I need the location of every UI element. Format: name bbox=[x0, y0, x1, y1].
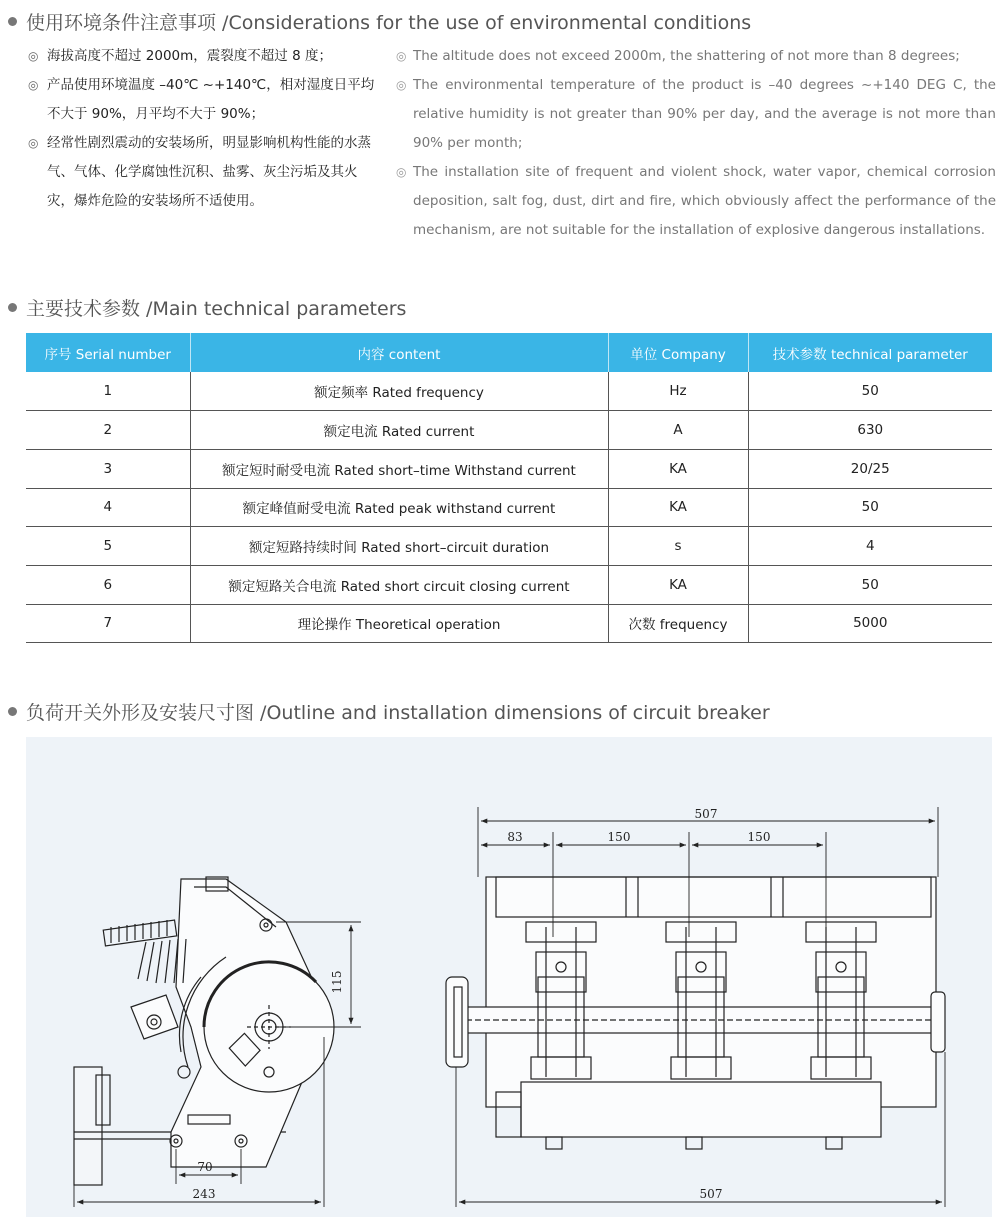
section-title-outline bbox=[8, 698, 770, 725]
double-circle-icon: ◎ bbox=[396, 165, 407, 179]
dim-height-label: 115 bbox=[330, 970, 344, 994]
dim-hole-spacing-label: 70 bbox=[197, 1160, 213, 1174]
en-considerations-list bbox=[396, 42, 996, 245]
column-header: 单位 Company bbox=[608, 333, 748, 372]
column-header: 内容 content bbox=[190, 333, 608, 372]
dim-pitch2-label: 150 bbox=[747, 830, 771, 844]
contact-comb bbox=[103, 920, 186, 983]
table-cell: 50 bbox=[748, 372, 992, 411]
dim-bottom-overall-label: 507 bbox=[699, 1187, 723, 1201]
list-item: ◎ 产品使用环境温度 –40℃ ~+140℃，相对湿度日平均不大于 90%，月平均不大于 90%； bbox=[28, 71, 378, 129]
table-cell: 额定短路持续时间 Rated short–circuit duration bbox=[190, 527, 608, 566]
double-circle-icon: ◎ bbox=[396, 49, 407, 63]
table-row bbox=[26, 604, 992, 643]
table-cell: 额定电流 Rated current bbox=[190, 411, 608, 450]
bullet-dot-icon bbox=[8, 303, 17, 312]
table-row bbox=[26, 449, 992, 488]
double-circle-icon: ◎ bbox=[28, 78, 39, 92]
outline-drawing-panel bbox=[26, 737, 992, 1217]
list-item: ◎ 海拔高度不超过 2000m，震裂度不超过 8 度； bbox=[28, 42, 378, 71]
table-row bbox=[26, 411, 992, 450]
table-cell: 4 bbox=[748, 527, 992, 566]
double-circle-icon: ◎ bbox=[28, 136, 39, 150]
column-header: 序号 Serial number bbox=[26, 333, 190, 372]
table-cell: 理论操作 Theoretical operation bbox=[190, 604, 608, 643]
column-header: 技术参数 technical parameter bbox=[748, 333, 992, 372]
table-cell: 20/25 bbox=[748, 449, 992, 488]
table-cell: 5000 bbox=[748, 604, 992, 643]
parameters-table bbox=[26, 333, 992, 643]
table-cell: 50 bbox=[748, 488, 992, 527]
table-cell: 6 bbox=[26, 565, 190, 604]
list-item: ◎ 经常性剧烈震动的安装场所，明显影响机构性能的水蒸气、气体、化学腐蚀性沉积、盐雾、灰尘污垢及其火灾，爆炸危险的安装场所不适使用。 bbox=[28, 129, 378, 216]
table-row bbox=[26, 372, 992, 411]
table-cell: 2 bbox=[26, 411, 190, 450]
list-item: ◎ The installation site of frequent and violent shock, water vapor, chemical corrosion deposition, salt fog, dust, dirt and fire, which obviously affect the performance of the mechanism, are not suitable for the installation of explosive dangerous installations. bbox=[396, 158, 996, 245]
list-item: ◎ The altitude does not exceed 2000m, the shattering of not more than 8 degrees; bbox=[396, 42, 996, 71]
table-cell: 额定短路关合电流 Rated short circuit closing current bbox=[190, 565, 608, 604]
double-circle-icon: ◎ bbox=[396, 78, 407, 92]
section-title-text: 负荷开关外形及安装尺寸图 /Outline and installation dimensions of circuit breaker bbox=[26, 702, 770, 724]
side-view-drawing bbox=[74, 877, 334, 1185]
table-row bbox=[26, 565, 992, 604]
section-title-parameters bbox=[8, 294, 406, 321]
table-cell: 5 bbox=[26, 527, 190, 566]
dim-pitch1-label: 150 bbox=[607, 830, 631, 844]
table-cell: s bbox=[608, 527, 748, 566]
table-cell: 3 bbox=[26, 449, 190, 488]
table-cell: 额定频率 Rated frequency bbox=[190, 372, 608, 411]
list-item: ◎ The environmental temperature of the product is –40 degrees ~+140 DEG C, the relative humidity is not greater than 90% per day, and the average is not more than 90% per month; bbox=[396, 71, 996, 158]
section-title-environment bbox=[8, 8, 751, 35]
table-row bbox=[26, 527, 992, 566]
table-cell: 630 bbox=[748, 411, 992, 450]
table-cell: 7 bbox=[26, 604, 190, 643]
table-cell: Hz bbox=[608, 372, 748, 411]
section-title-text: 主要技术参数 /Main technical parameters bbox=[26, 298, 407, 320]
table-cell: A bbox=[608, 411, 748, 450]
table-cell: 1 bbox=[26, 372, 190, 411]
bullet-dot-icon bbox=[8, 707, 17, 716]
table-row bbox=[26, 488, 992, 527]
dim-overall-width-label: 243 bbox=[192, 1187, 216, 1201]
table-cell: 4 bbox=[26, 488, 190, 527]
table-cell: 额定峰值耐受电流 Rated peak withstand current bbox=[190, 488, 608, 527]
front-view-drawing bbox=[446, 877, 945, 1149]
section-title-text: 使用环境条件注意事项 /Considerations for the use of environmental conditions bbox=[26, 12, 752, 34]
double-circle-icon: ◎ bbox=[28, 49, 39, 63]
dim-offset-label: 83 bbox=[507, 830, 523, 844]
table-cell: KA bbox=[608, 449, 748, 488]
outline-drawing bbox=[26, 737, 992, 1217]
table-header-row bbox=[26, 333, 992, 372]
table-cell: 50 bbox=[748, 565, 992, 604]
dim-top-overall-label: 507 bbox=[694, 807, 718, 821]
table-cell: 额定短时耐受电流 Rated short–time Withstand current bbox=[190, 449, 608, 488]
table-cell: KA bbox=[608, 565, 748, 604]
table-cell: 次数 frequency bbox=[608, 604, 748, 643]
table-cell: KA bbox=[608, 488, 748, 527]
cn-considerations-list bbox=[28, 42, 378, 216]
bullet-dot-icon bbox=[8, 17, 17, 26]
